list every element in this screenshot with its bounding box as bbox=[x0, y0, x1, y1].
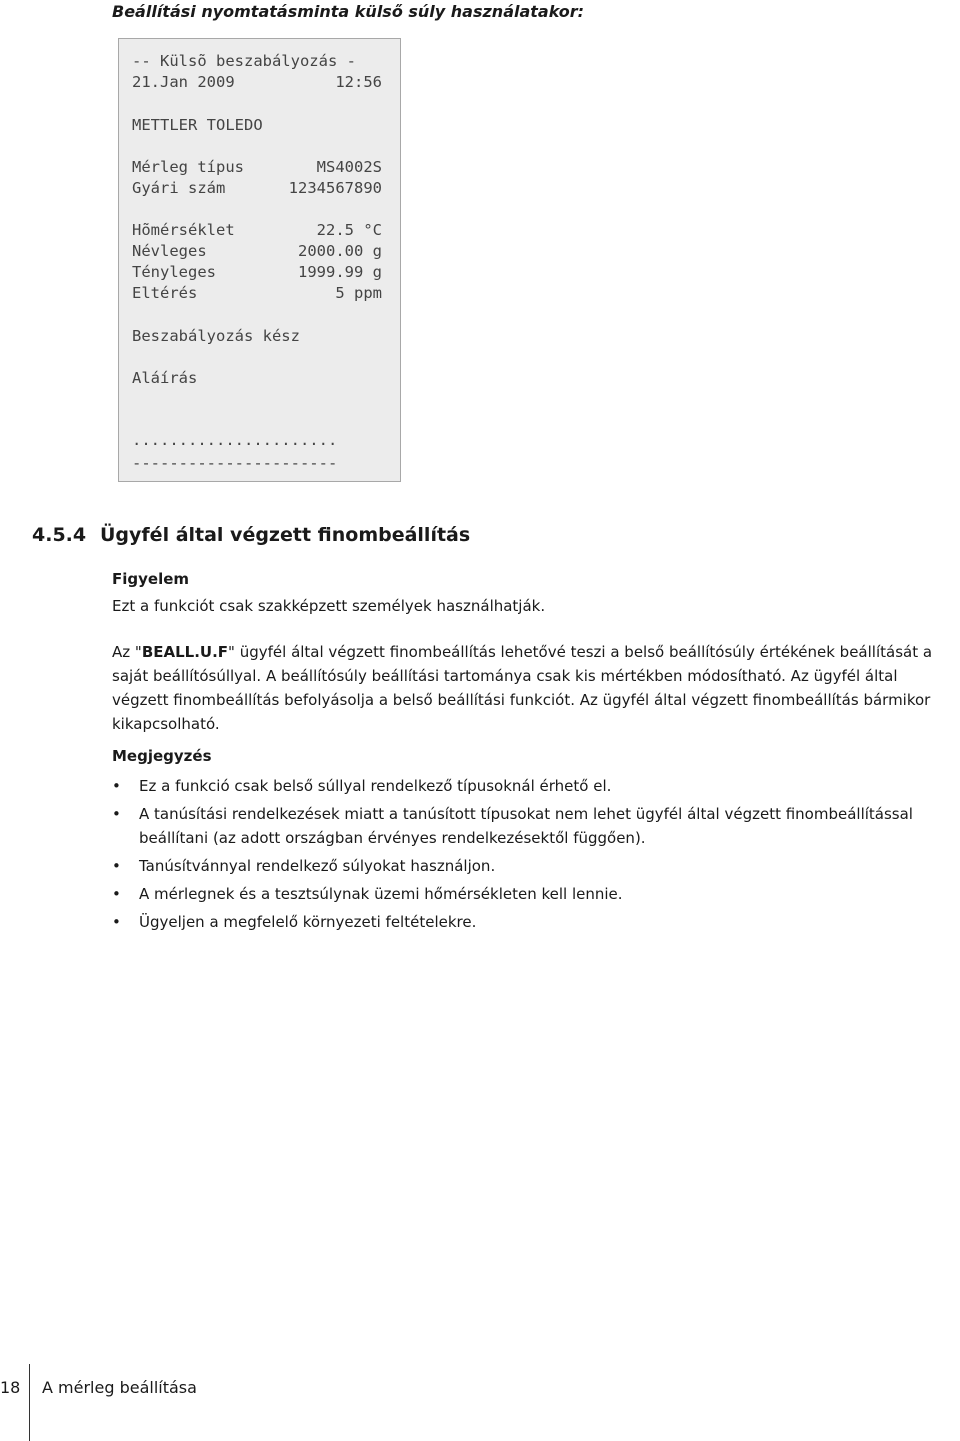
section-title: Ügyfél által végzett finombeállítás bbox=[100, 524, 471, 546]
printout-line: ---------------------- bbox=[132, 454, 338, 472]
bullet-icon: • bbox=[112, 805, 121, 823]
list-item: • Tanúsítvánnyal rendelkező súlyokat használjon. bbox=[112, 854, 932, 878]
attention-label: Figyelem bbox=[112, 570, 190, 588]
printout-line: Gyári szám 1234567890 bbox=[132, 179, 382, 197]
description-paragraph: Az "BEALL.U.F" ügyfél által végzett finombeállítás lehetővé teszi a belső beállítósúly értékének beállítását a saját beállítósúllyal. A beállítósúly beállítási tartománya csak kis mértékben módosítható. Az ügyfél által végzett finombeállítás befolyásolja a belső beállítási funkciót. Az ügyfél által végzett finombeállítás bármikor kikapcsolható. bbox=[112, 643, 933, 733]
notes-label: Megjegyzés bbox=[112, 747, 212, 765]
list-item: • Ez a funkció csak belső súllyal rendelkező típusoknál érhető el. bbox=[112, 774, 932, 798]
printout-line: Eltérés 5 ppm bbox=[132, 284, 382, 302]
printout-line: Aláírás bbox=[132, 369, 198, 387]
menu-code: BEALL.U.F bbox=[141, 643, 229, 661]
footer-divider bbox=[29, 1364, 30, 1441]
footer-title: A mérleg beállítása bbox=[42, 1378, 197, 1397]
page-number: 18 bbox=[0, 1378, 21, 1397]
printout-line: ...................... bbox=[132, 431, 338, 449]
print-sample-heading: Beállítási nyomtatásminta külső súly használatakor: bbox=[112, 2, 585, 21]
printout-line: Hõmérséklet 22.5 °C bbox=[132, 221, 382, 239]
attention-text: Ezt a funkciót csak szakképzett személyek használhatják. bbox=[112, 597, 546, 615]
printout-sample bbox=[118, 38, 401, 482]
bullet-icon: • bbox=[112, 777, 121, 795]
printout-line: Mérleg típus MS4002S bbox=[132, 158, 382, 176]
printout-line: Beszabályozás kész bbox=[132, 327, 300, 345]
bullet-icon: • bbox=[112, 857, 121, 875]
bullet-icon: • bbox=[112, 885, 121, 903]
section-heading bbox=[32, 524, 470, 546]
list-item: • Ügyeljen a megfelelő környezeti feltételekre. bbox=[112, 910, 932, 934]
bullet-icon: • bbox=[112, 913, 121, 931]
printout-line: Névleges 2000.00 g bbox=[132, 242, 382, 260]
section-number: 4.5.4 bbox=[32, 524, 87, 546]
list-item: • A mérlegnek és a tesztsúlynak üzemi hőmérsékleten kell lennie. bbox=[112, 882, 932, 906]
notes-list bbox=[112, 774, 932, 938]
printout-line: METTLER TOLEDO bbox=[132, 116, 263, 134]
list-item: • A tanúsítási rendelkezések miatt a tanúsított típusokat nem lehet ügyfél által végzett finombeállítással beállítani (az adott országban érvényes rendelkezésektől függően). bbox=[112, 802, 932, 850]
printout-line: 21.Jan 2009 12:56 bbox=[132, 73, 382, 91]
printout-line: -- Külsõ beszabályozás - bbox=[132, 52, 356, 70]
printout-line: Tényleges 1999.99 g bbox=[132, 263, 382, 281]
